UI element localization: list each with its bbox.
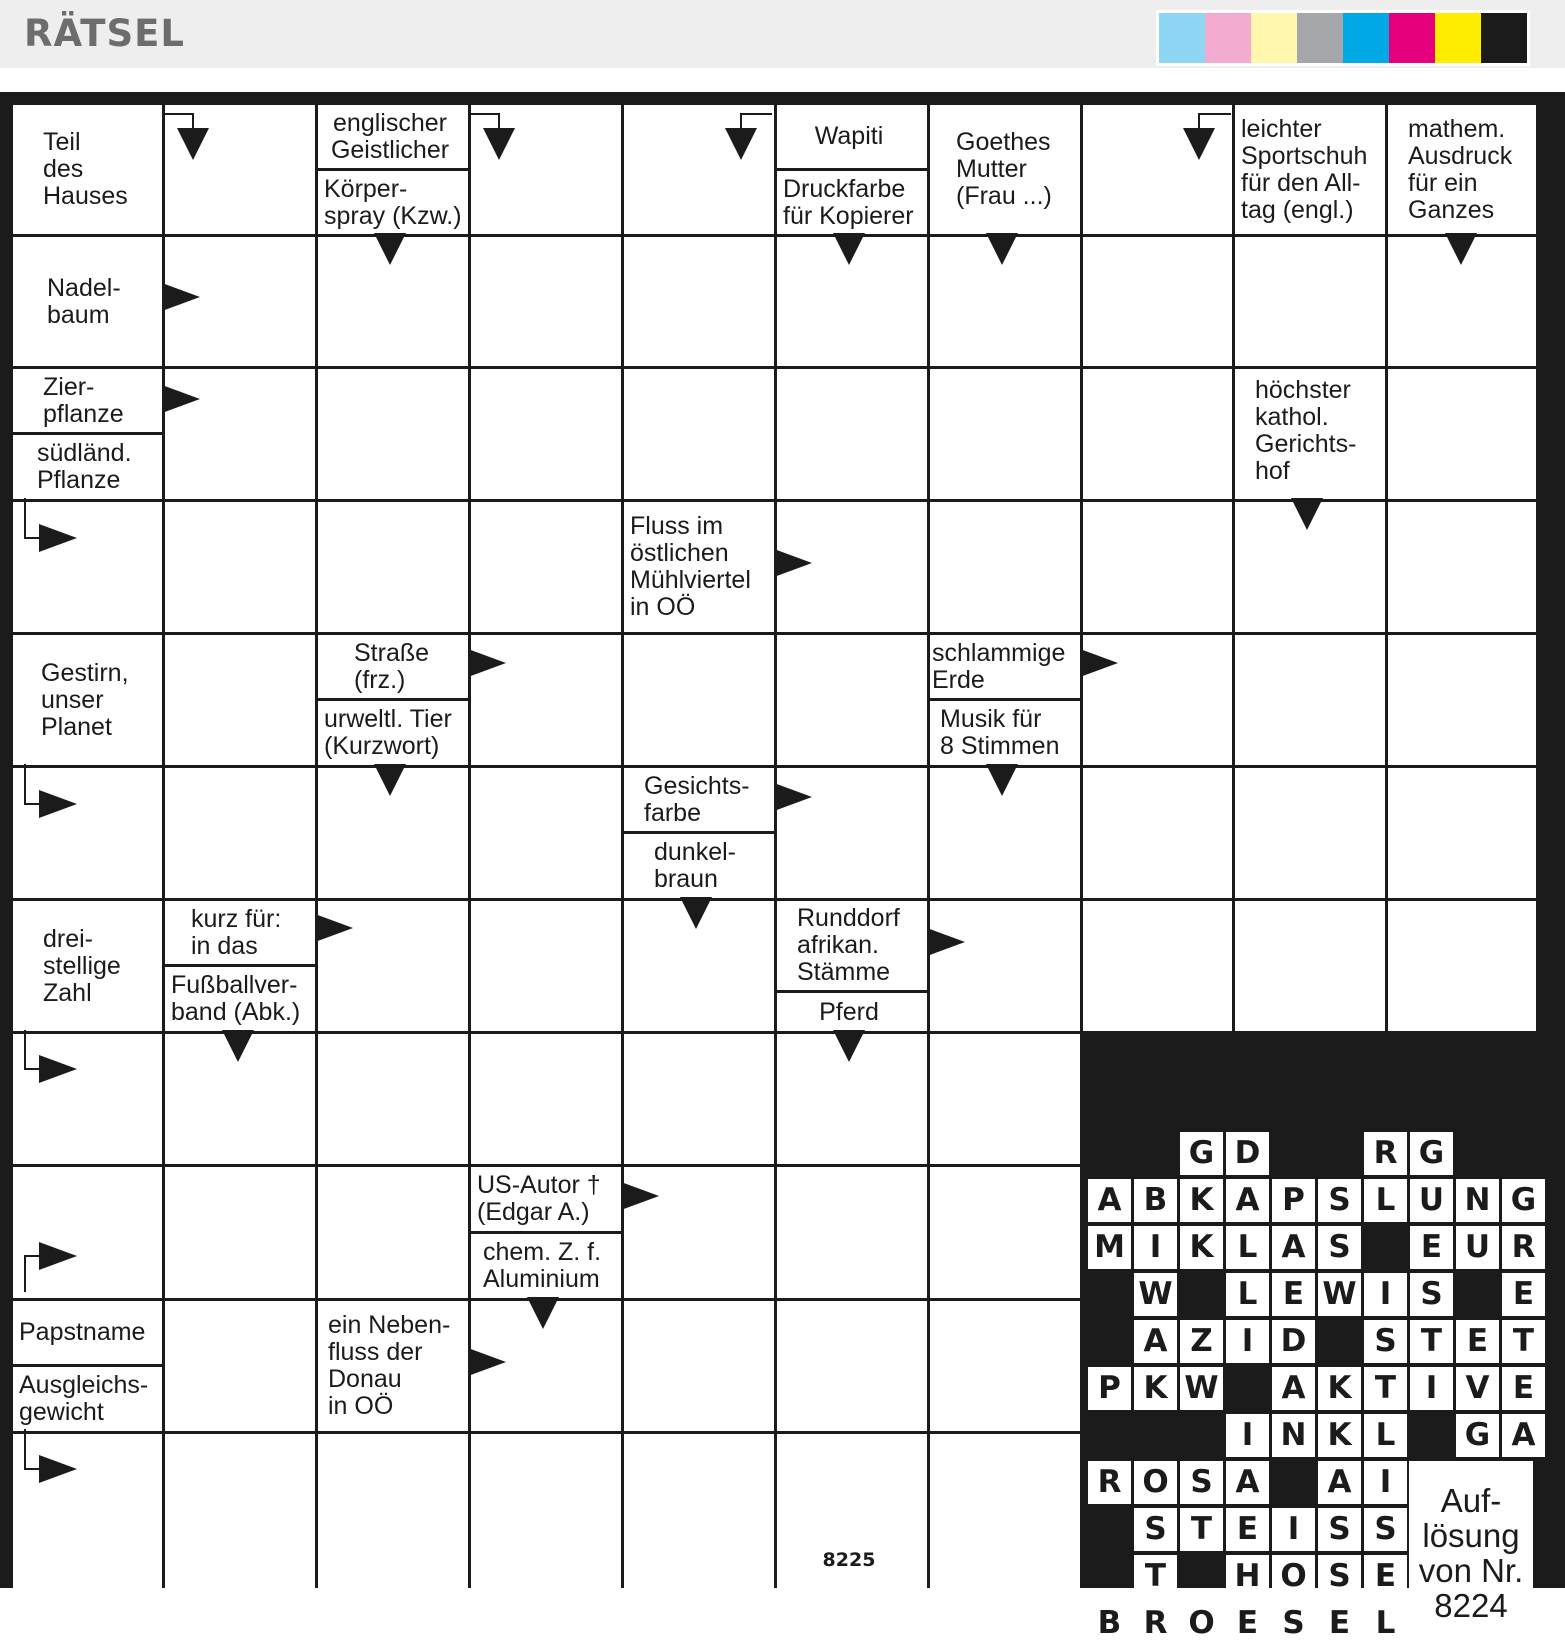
solution-letter: T xyxy=(1364,1367,1407,1410)
answer-cell[interactable] xyxy=(165,1434,315,1588)
clue-cell xyxy=(1235,369,1385,499)
clue-text: stellige xyxy=(43,951,121,980)
solution-letter: W xyxy=(1318,1273,1361,1316)
answer-cell[interactable] xyxy=(165,1167,315,1298)
clue-text: Körper- xyxy=(324,174,408,203)
clue-cell xyxy=(624,768,774,831)
answer-cell[interactable] xyxy=(777,1167,927,1298)
solution-caption-line: 8224 xyxy=(1434,1586,1508,1624)
solution-letter: S xyxy=(1180,1461,1223,1504)
clue-cell xyxy=(777,993,927,1031)
answer-cell[interactable] xyxy=(165,635,315,765)
clue-cell xyxy=(318,171,468,234)
solution-letter: I xyxy=(1272,1508,1315,1551)
solution-letter: Z xyxy=(1180,1320,1223,1363)
solution-letter: W xyxy=(1134,1273,1177,1316)
answer-cell[interactable] xyxy=(930,1301,1080,1431)
clue-text: 8 Stimmen xyxy=(940,732,1060,760)
clue-text: Nadel- xyxy=(47,273,121,302)
clue-cell xyxy=(777,901,927,990)
clue-text: Mutter xyxy=(956,155,1027,183)
solution-letter: I xyxy=(1364,1273,1407,1316)
clue-cell xyxy=(1388,105,1536,234)
answer-cell[interactable] xyxy=(165,105,315,234)
solution-letter: A xyxy=(1134,1320,1177,1363)
answer-cell[interactable] xyxy=(165,369,315,499)
clue-text: Ausdruck xyxy=(1408,141,1513,170)
answer-cell[interactable] xyxy=(1235,901,1385,1031)
page-title: RÄTSEL xyxy=(24,12,185,55)
solution-letter: N xyxy=(1272,1414,1315,1457)
solution-letter: S xyxy=(1318,1508,1361,1551)
solution-letter: P xyxy=(1088,1367,1131,1410)
answer-cell[interactable] xyxy=(1083,901,1232,1031)
clue-text: drei- xyxy=(43,924,94,953)
clue-text: Ganzes xyxy=(1408,195,1495,224)
clue-text: gewicht xyxy=(19,1398,104,1426)
clue-text: höchster xyxy=(1255,376,1351,404)
color-swatch xyxy=(1389,13,1435,63)
solution-caption-line: Auf- xyxy=(1440,1481,1502,1519)
answer-cell[interactable] xyxy=(1083,502,1232,632)
clue-text: Mühlviertel xyxy=(630,566,751,594)
answer-cell[interactable] xyxy=(13,1034,162,1164)
clue-text: für ein xyxy=(1408,168,1478,197)
solution-letter: T xyxy=(1180,1508,1223,1551)
answer-cell[interactable] xyxy=(318,768,468,898)
puzzle-number: 8225 xyxy=(812,1548,886,1588)
solution-letter: O xyxy=(1180,1602,1223,1645)
solution-letter: S xyxy=(1318,1226,1361,1269)
solution-letter: E xyxy=(1318,1602,1361,1645)
clue-cell xyxy=(13,1301,162,1364)
clue-text: Aluminium xyxy=(483,1265,600,1293)
clue-text: hof xyxy=(1255,457,1290,485)
answer-cell[interactable] xyxy=(471,1434,621,1588)
clue-text: Donau xyxy=(328,1365,402,1393)
clue-text: (Kurzwort) xyxy=(324,732,440,760)
answer-cell[interactable] xyxy=(318,502,468,632)
answer-cell[interactable] xyxy=(624,1167,774,1298)
solution-letter: S xyxy=(1318,1555,1361,1598)
answer-cell[interactable] xyxy=(777,635,927,765)
solution-letter: T xyxy=(1134,1555,1177,1598)
answer-cell[interactable] xyxy=(624,369,774,499)
color-swatch xyxy=(1297,13,1343,63)
clue-text: Pflanze xyxy=(37,466,121,494)
clue-text: Musik für xyxy=(940,705,1042,733)
answer-cell[interactable] xyxy=(930,1167,1080,1298)
answer-cell[interactable] xyxy=(930,768,1080,898)
clue-text: Geistlicher xyxy=(330,135,450,164)
answer-cell[interactable] xyxy=(624,237,774,366)
clue-text: Runddorf xyxy=(797,904,900,932)
solution-letter: S xyxy=(1410,1273,1453,1316)
clue-text: Gesichts- xyxy=(644,771,750,800)
clue-text: Stämme xyxy=(797,958,891,986)
color-swatch xyxy=(1435,13,1481,63)
clue-cell xyxy=(624,834,774,898)
clue-text: für den All- xyxy=(1241,168,1361,197)
answer-cell[interactable] xyxy=(165,1034,315,1164)
clue-text: Sportschuh xyxy=(1241,141,1368,170)
clue-text: Pferd xyxy=(819,997,879,1026)
solution-letter: L xyxy=(1364,1602,1407,1645)
solution-letter: K xyxy=(1180,1226,1223,1269)
answer-cell[interactable] xyxy=(318,237,468,366)
clue-cell xyxy=(318,701,468,765)
solution-letter: I xyxy=(1226,1414,1269,1457)
solution-letter: B xyxy=(1134,1179,1177,1222)
color-swatch xyxy=(1343,13,1389,63)
solution-letter: R xyxy=(1364,1132,1407,1175)
solution-letter: I xyxy=(1134,1226,1177,1269)
solution-letter: O xyxy=(1134,1461,1177,1504)
clue-text: baum xyxy=(47,300,110,329)
solution-letter: E xyxy=(1226,1508,1269,1551)
answer-cell[interactable] xyxy=(13,1434,162,1588)
clue-text: afrikan. xyxy=(797,931,879,959)
clue-text: leichter xyxy=(1241,114,1322,143)
answer-cell[interactable] xyxy=(1388,768,1536,898)
answer-cell[interactable] xyxy=(13,502,162,632)
page-header xyxy=(0,0,1565,68)
solution-letter: W xyxy=(1180,1367,1223,1410)
solution-letter: A xyxy=(1226,1461,1269,1504)
clue-text: band (Abk.) xyxy=(171,998,301,1026)
answer-cell[interactable] xyxy=(930,369,1080,499)
solution-letter: K xyxy=(1180,1179,1223,1222)
solution-letter: L xyxy=(1226,1273,1269,1316)
solution-letter: P xyxy=(1272,1179,1315,1222)
answer-cell[interactable] xyxy=(1388,901,1536,1031)
clue-text: dunkel- xyxy=(654,838,736,866)
clue-cell xyxy=(13,237,162,366)
answer-cell[interactable] xyxy=(471,901,621,1031)
answer-cell[interactable] xyxy=(777,768,927,898)
answer-cell[interactable] xyxy=(1083,105,1232,234)
answer-cell[interactable] xyxy=(930,1034,1080,1164)
answer-cell[interactable] xyxy=(777,237,927,366)
answer-cell[interactable] xyxy=(777,369,927,499)
clue-cell xyxy=(930,635,1080,698)
solution-letter: N xyxy=(1456,1179,1499,1222)
answer-cell[interactable] xyxy=(930,1434,1080,1588)
clue-text: Papstname xyxy=(19,1318,146,1346)
answer-cell[interactable] xyxy=(624,1434,774,1588)
answer-cell[interactable] xyxy=(624,901,774,1031)
solution-letter: I xyxy=(1410,1367,1453,1410)
answer-cell[interactable] xyxy=(1235,768,1385,898)
solution-letter: S xyxy=(1364,1508,1407,1551)
solution-letter: K xyxy=(1318,1414,1361,1457)
clue-cell xyxy=(624,502,774,632)
answer-cell[interactable] xyxy=(318,1167,468,1298)
clue-text: ein Neben- xyxy=(328,1311,451,1339)
solution-letter: D xyxy=(1272,1320,1315,1363)
clue-text: englischer xyxy=(333,108,447,137)
answer-cell[interactable] xyxy=(318,369,468,499)
answer-cell[interactable] xyxy=(1083,768,1232,898)
clue-cell xyxy=(930,105,1080,234)
solution-letter: G xyxy=(1410,1132,1453,1175)
answer-cell[interactable] xyxy=(1388,502,1536,632)
answer-cell[interactable] xyxy=(1235,502,1385,632)
clue-text: (Frau ...) xyxy=(956,182,1052,210)
clue-cell xyxy=(13,435,162,499)
clue-text: Wapiti xyxy=(814,122,884,150)
solution-letter: S xyxy=(1134,1508,1177,1551)
answer-cell[interactable] xyxy=(471,237,621,366)
clue-text: unser xyxy=(41,685,104,714)
clue-text: braun xyxy=(654,865,718,893)
clue-text: Gerichts- xyxy=(1255,430,1357,458)
clue-cell xyxy=(777,105,927,168)
clue-cell xyxy=(165,901,315,964)
clue-cell xyxy=(13,1367,162,1431)
clue-text: Erde xyxy=(932,665,985,694)
clue-cell xyxy=(13,369,162,432)
answer-cell[interactable] xyxy=(777,1034,927,1164)
solution-letter: H xyxy=(1226,1555,1269,1598)
solution-letter: B xyxy=(1088,1602,1131,1645)
solution-letter: A xyxy=(1272,1367,1315,1410)
answer-cell[interactable] xyxy=(1388,237,1536,366)
clue-text: Ausgleichs- xyxy=(19,1371,149,1399)
clue-text: Druckfarbe xyxy=(783,174,906,203)
solution-letter: M xyxy=(1088,1226,1131,1269)
clue-cell xyxy=(1235,105,1385,234)
solution-letter: E xyxy=(1364,1555,1407,1598)
solution-letter: A xyxy=(1272,1226,1315,1269)
clue-cell xyxy=(318,1301,468,1431)
answer-cell[interactable] xyxy=(624,635,774,765)
clue-text: des xyxy=(43,155,84,183)
solution-letter: L xyxy=(1364,1414,1407,1457)
clue-cell xyxy=(165,967,315,1031)
solution-letter: A xyxy=(1502,1414,1545,1457)
crossword-puzzle xyxy=(0,92,1565,1641)
color-swatch xyxy=(1205,13,1251,63)
answer-cell[interactable] xyxy=(318,901,468,1031)
answer-cell[interactable] xyxy=(624,105,774,234)
solution-letter: E xyxy=(1226,1602,1269,1645)
solution-letter: L xyxy=(1226,1226,1269,1269)
answer-cell[interactable] xyxy=(318,1034,468,1164)
clue-text: Fluss im xyxy=(630,512,724,540)
clue-cell xyxy=(13,635,162,765)
color-swatch xyxy=(1481,13,1527,63)
solution-letter: T xyxy=(1410,1320,1453,1363)
answer-cell[interactable] xyxy=(930,901,1080,1031)
solution-letter: G xyxy=(1456,1414,1499,1457)
clue-text: spray (Kzw.) xyxy=(324,201,462,230)
clue-text: südländ. xyxy=(37,439,132,467)
answer-cell[interactable] xyxy=(930,502,1080,632)
solution-letter: E xyxy=(1272,1273,1315,1316)
clue-cell xyxy=(930,701,1080,765)
answer-cell[interactable] xyxy=(471,105,621,234)
solution-caption xyxy=(1409,1461,1533,1644)
clue-text: Teil xyxy=(43,128,81,156)
answer-cell[interactable] xyxy=(318,1434,468,1588)
answer-cell[interactable] xyxy=(165,1301,315,1431)
clue-text: (Edgar A.) xyxy=(477,1198,590,1226)
clue-text: Goethes xyxy=(956,128,1051,156)
answer-cell[interactable] xyxy=(1083,369,1232,499)
answer-cell[interactable] xyxy=(165,237,315,366)
solution-letter: U xyxy=(1410,1179,1453,1222)
clue-text: tag (engl.) xyxy=(1241,195,1354,224)
clue-cell xyxy=(471,1234,621,1298)
solution-letter: R xyxy=(1502,1226,1545,1269)
clue-text: schlammige xyxy=(932,638,1066,667)
clue-text: für Kopierer xyxy=(783,201,914,230)
answer-cell[interactable] xyxy=(165,768,315,898)
answer-cell[interactable] xyxy=(471,369,621,499)
solution-letter: I xyxy=(1364,1461,1407,1504)
answer-cell[interactable] xyxy=(471,1301,621,1431)
color-swatch xyxy=(1251,13,1297,63)
clue-text: mathem. xyxy=(1408,114,1506,143)
solution-letter: D xyxy=(1226,1132,1269,1175)
solution-letter: R xyxy=(1134,1602,1177,1645)
solution-letter: E xyxy=(1456,1320,1499,1363)
solution-letter: R xyxy=(1088,1461,1131,1504)
solution-letter: S xyxy=(1364,1320,1407,1363)
answer-cell[interactable] xyxy=(471,502,621,632)
answer-cell[interactable] xyxy=(1083,635,1232,765)
clue-text: Zahl xyxy=(43,978,92,1007)
clue-cell xyxy=(471,1167,621,1231)
clue-text: in das xyxy=(191,931,258,960)
clue-text: pflanze xyxy=(43,399,124,428)
clue-text: Planet xyxy=(41,712,112,741)
solution-letter: E xyxy=(1410,1226,1453,1269)
clue-text: Hauses xyxy=(43,182,128,210)
answer-cell[interactable] xyxy=(930,237,1080,366)
solution-letter: S xyxy=(1318,1179,1361,1222)
clue-cell xyxy=(318,105,468,168)
solution-letter: A xyxy=(1226,1179,1269,1222)
answer-cell[interactable] xyxy=(624,1034,774,1164)
answer-cell[interactable] xyxy=(1235,635,1385,765)
color-calibration-bar xyxy=(1156,10,1530,66)
clue-cell xyxy=(13,901,162,1031)
answer-cell[interactable] xyxy=(1083,237,1232,366)
solution-letter: T xyxy=(1502,1320,1545,1363)
clue-text: Straße xyxy=(354,638,430,667)
solution-letter: L xyxy=(1364,1179,1407,1222)
clue-text: in OÖ xyxy=(328,1392,394,1420)
answer-cell[interactable] xyxy=(1388,635,1536,765)
clue-text: Gestirn, xyxy=(41,658,129,687)
solution-letter: G xyxy=(1180,1132,1223,1175)
solution-letter: E xyxy=(1502,1273,1545,1316)
answer-cell[interactable] xyxy=(624,1301,774,1431)
answer-cell[interactable] xyxy=(471,1034,621,1164)
clue-cell xyxy=(13,105,162,234)
solution-caption-line: von Nr. xyxy=(1418,1551,1524,1589)
clue-text: fluss der xyxy=(328,1338,423,1366)
answer-cell[interactable] xyxy=(1235,237,1385,366)
solution-letter: V xyxy=(1456,1367,1499,1410)
clue-text: kathol. xyxy=(1255,403,1329,431)
answer-cell[interactable] xyxy=(1388,369,1536,499)
clue-text: chem. Z. f. xyxy=(483,1238,602,1266)
clue-text: Fußballver- xyxy=(171,971,298,999)
answer-cell[interactable] xyxy=(471,635,621,765)
clue-text: Zier- xyxy=(43,372,95,401)
answer-cell[interactable] xyxy=(777,1301,927,1431)
answer-cell[interactable] xyxy=(13,1167,162,1298)
solution-letter: A xyxy=(1318,1461,1361,1504)
solution-letter: K xyxy=(1134,1367,1177,1410)
clue-text: urweltl. Tier xyxy=(324,705,452,733)
color-swatch xyxy=(1159,13,1205,63)
clue-text: in OÖ xyxy=(630,593,696,621)
clue-text: (frz.) xyxy=(354,665,406,694)
clue-cell xyxy=(777,171,927,234)
solution-letter: I xyxy=(1226,1320,1269,1363)
answer-cell[interactable] xyxy=(471,768,621,898)
solution-caption-line: lösung xyxy=(1422,1516,1520,1554)
clue-cell xyxy=(318,635,468,698)
clue-text: farbe xyxy=(644,798,701,827)
solution-letter: G xyxy=(1502,1179,1545,1222)
answer-cell[interactable] xyxy=(777,502,927,632)
solution-letter: E xyxy=(1502,1367,1545,1410)
clue-text: östlichen xyxy=(630,539,729,567)
clue-text: US-Autor † xyxy=(477,1171,601,1199)
answer-cell[interactable] xyxy=(165,502,315,632)
answer-cell[interactable] xyxy=(13,768,162,898)
solution-letter: U xyxy=(1456,1226,1499,1269)
clue-text: kurz für: xyxy=(191,904,282,933)
solution-letter: S xyxy=(1272,1602,1315,1645)
solution-letter: A xyxy=(1088,1179,1131,1222)
solution-letter: O xyxy=(1272,1555,1315,1598)
solution-letter: K xyxy=(1318,1367,1361,1410)
